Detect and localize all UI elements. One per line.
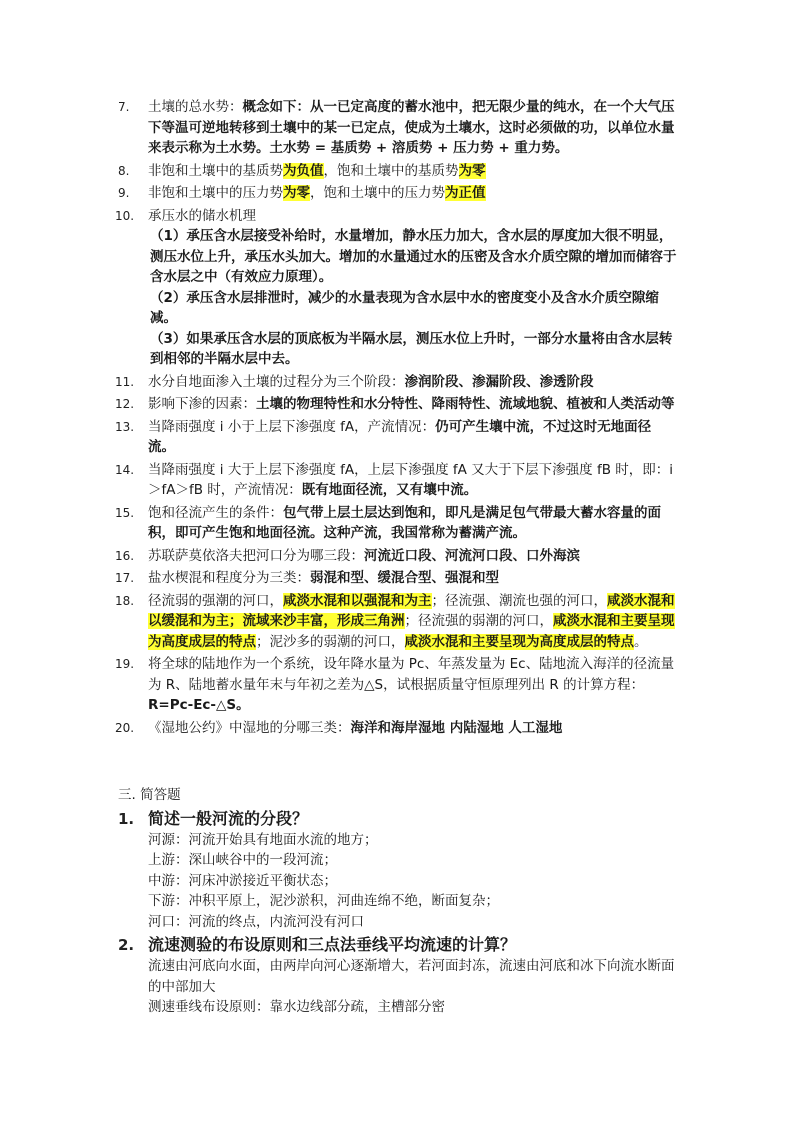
item-text: 。	[634, 633, 648, 650]
item-text: 当降雨强度 i 小于上层下渗强度 fA，产流情况：	[148, 418, 436, 435]
item-number: 15.	[115, 505, 135, 520]
list-item	[115, 394, 678, 415]
item-text: 径流弱的强潮的河口，	[148, 592, 283, 609]
item-number: 8.	[118, 163, 130, 178]
answer-line: 上游：深山峡谷中的一段河流；	[148, 852, 337, 868]
item-text: 非饱和土壤中的压力势	[148, 185, 283, 201]
question-heading	[118, 934, 678, 956]
list-item	[115, 591, 678, 653]
item-text: 《湿地公约》中湿地的分哪三类：	[148, 719, 351, 736]
bold-text: 弱混和型、缓混合型、强混和型	[310, 570, 499, 586]
item-number: 14.	[115, 462, 135, 477]
item-text: ，饱和土壤中的基质势	[323, 162, 459, 179]
bold-text: 渗润阶段、渗漏阶段、渗透阶段	[404, 373, 594, 390]
question-number: 2.	[118, 936, 135, 954]
answer-line: 中游：河床冲淤接近平衡状态；	[148, 872, 337, 889]
list-item	[115, 568, 678, 589]
item-number: 19.	[115, 657, 135, 671]
item-number: 12.	[115, 397, 135, 411]
list-item	[115, 718, 678, 739]
sub-paragraph: （3）如果承压含水层的顶底板为半隔水层，测压水位上升时，一部分水量将由含水层转到相邻的半隔水层中去。	[150, 330, 673, 367]
bold-text: 河流近口段、河流河口段、口外海滨	[364, 547, 580, 564]
item-text: ；径流强的弱潮的河口，	[404, 613, 553, 629]
item-number: 9.	[118, 186, 130, 200]
highlighted-text: 为零	[283, 185, 310, 201]
answer-line: 河源：河流开始具有地面水流的地方；	[148, 831, 378, 848]
bold-text: 包气带上层土层达到饱和，即凡是满足包气带最大蓄水容量的面积，即可产生饱和地面径流。这种产流，我国常称为蓄满产流。	[148, 504, 661, 541]
item-text: 土壤的总水势：	[148, 99, 243, 115]
highlighted-text: 咸淡水混和以强混和为主	[283, 592, 432, 609]
item-number: 11.	[115, 374, 135, 389]
item-text: 苏联萨莫依洛夫把河口分为哪三段：	[148, 547, 364, 564]
item-text: 当降雨强度 i 大于上层下渗强度 fA，上层下渗强度 fA 又大于下层下渗强度 fB 时，即：i＞fA＞fB 时，产流情况：	[148, 461, 674, 498]
question-title: 流速测验的布设原则和三点法垂线平均流速的计算？	[148, 935, 517, 954]
list-item	[115, 546, 678, 567]
item-text: ；径流强、潮流也强的河口，	[431, 592, 607, 609]
question-heading	[118, 808, 678, 830]
item-text: 水分自地面渗入土壤的过程分为三个阶段：	[148, 373, 405, 390]
question-number: 1.	[118, 809, 135, 828]
list-item	[118, 161, 678, 182]
list-item	[118, 97, 678, 159]
item-number: 16.	[115, 548, 135, 563]
bold-text: 土壤的物理特性和水分特性、降雨特性、流域地貌、植被和人类活动等	[256, 396, 675, 412]
list-item	[115, 206, 678, 370]
item-number: 10.	[115, 208, 135, 223]
answer-line: 测速垂线布设原则：靠水边线部分疏，主槽部分密	[148, 999, 445, 1015]
bold-text: 既有地面径流，又有壤中流。	[301, 482, 478, 498]
item-number: 17.	[115, 571, 135, 585]
item-number: 13.	[115, 419, 135, 434]
highlighted-text: 咸淡水混和主要呈现为高度成层的特点	[404, 633, 634, 650]
item-text: 将全球的陆地作为一个系统，设年降水量为 Pc、年蒸发量为 Ec、陆地流入海洋的径流量为 R、陆地蓄水量年末与年初之差为△S，试根据质量守恒原理列出 R 的计算方程：	[148, 656, 675, 693]
short-answer-section	[118, 785, 678, 1018]
item-text: ；泥沙多的弱潮的河口，	[256, 633, 405, 650]
highlighted-text: 为正值	[445, 185, 486, 201]
bold-text: 概念如下：从一已定高度的蓄水池中，把无限少量的纯水，在一个大气压下等温可逆地转移到土壤中的某一已定点，使成为土壤水，这时必须做的功，以单位水量来表示称为土水势。土水势 = 基质势 + 溶质势 + 压力势 + 重力势。	[148, 99, 675, 156]
list-item	[115, 654, 678, 716]
question-title: 简述一般河流的分段？	[148, 808, 309, 828]
section-title: 三. 简答题	[118, 787, 181, 803]
bold-text: 海洋和海岸湿地 内陆湿地 人工湿地	[350, 719, 563, 736]
highlighted-text: 为负值	[283, 162, 324, 179]
item-text: 影响下渗的因素：	[148, 396, 256, 412]
item-number: 20.	[115, 720, 135, 735]
highlighted-text: 咸淡水混和主要呈现为高度成层的特点	[148, 613, 675, 650]
answer-line: 流速由河底向水面，由两岸向河心逐渐增大，若河面封冻，流速由河底和冰下向流水断面的中部加大	[148, 958, 675, 995]
item-number: 18.	[115, 593, 135, 608]
item-text: ，饱和土壤中的压力势	[310, 185, 445, 201]
list-item	[115, 503, 678, 544]
highlighted-text: 为零	[458, 162, 486, 179]
sub-paragraph: （1）承压含水层接受补给时，水量增加，静水压力加大，含水层的厚度加大很不明显，测压水位上升，承压水头加大。增加的水量通过水的压密及含水介质空隙的增加而储容于含水层之中（有效应力原理）。	[150, 228, 677, 285]
numbered-list	[115, 97, 678, 740]
question-list	[118, 808, 678, 1018]
list-item	[115, 460, 678, 501]
item-text: 饱和径流产生的条件：	[148, 504, 283, 521]
list-item	[115, 417, 678, 458]
list-item	[115, 372, 678, 393]
list-item	[118, 183, 678, 204]
answer-line: 下游：冲积平原上，泥沙淤积，河曲连绵不绝，断面复杂；	[148, 893, 499, 909]
item-text: 非饱和土壤中的基质势	[148, 162, 283, 179]
item-text: 盐水楔混和程度分为三类：	[148, 570, 310, 586]
answer-line: 河口：河流的终点，内流河没有河口	[148, 913, 364, 930]
bold-text: R=Pc-Ec-△S。	[148, 697, 250, 713]
sub-paragraph: （2）承压含水层排泄时，减少的水量表现为含水层中水的密度变小及含水介质空隙缩减。	[150, 289, 659, 326]
highlighted-text: 咸淡水混和以缓混和为主；流域来沙丰富，形成三角洲	[148, 592, 675, 629]
bold-text: 仍可产生壤中流，不过这时无地面径流。	[148, 418, 652, 455]
item-text: 承压水的储水机理	[148, 207, 256, 224]
item-number: 7.	[118, 100, 130, 114]
